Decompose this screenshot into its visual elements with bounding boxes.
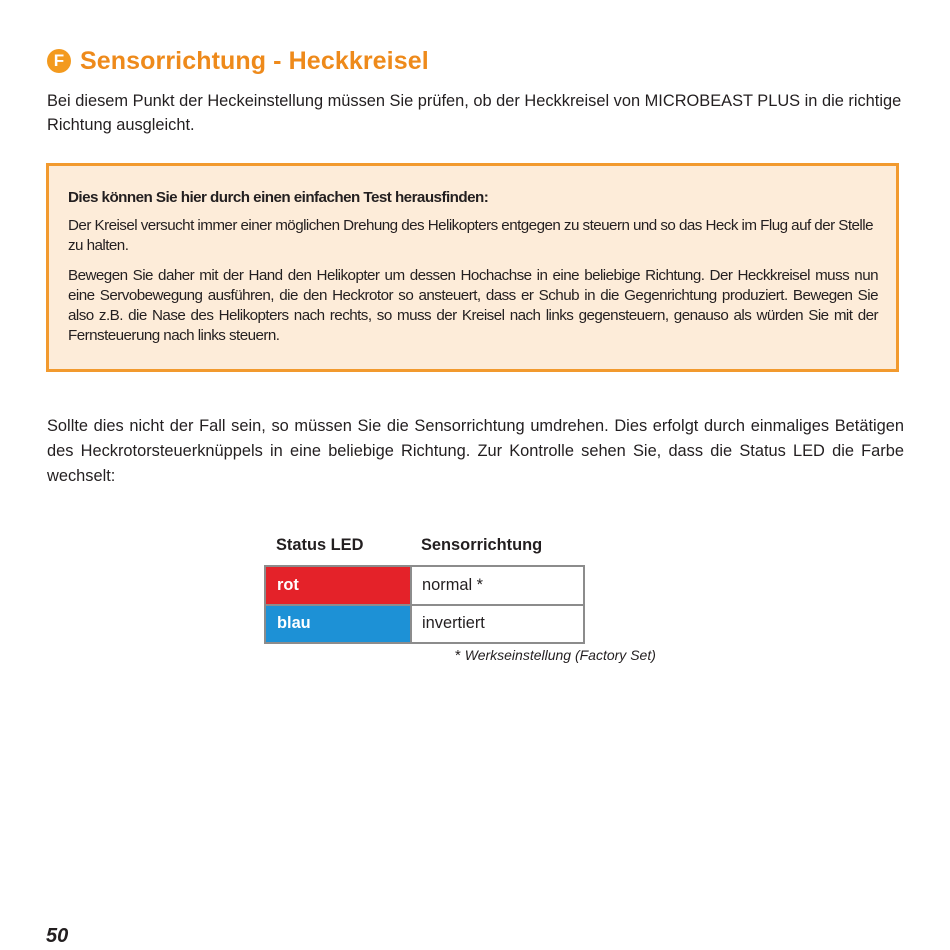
section-heading [47,44,429,78]
table-cell-led-red: rot [266,567,410,604]
info-box-paragraph-2: Bewegen Sie daher mit der Hand den Helikopter um dessen Hochachse in eine beliebige Richtung. Der Heckkreisel muss nun eine Servobewegung ausführen, die den Heckrotor so ansteuert, dass er Schub in die Gegenrichtung produziert. Bewegen Sie also z.B. die Nase des Helikopters nach rechts, so muss der Kreisel nach links gegensteuern, genauso als würden Sie mit der Fernsteuerung nach links steuern. [68,267,878,344]
footnote-text: Werkseinstellung (Factory Set) [464,647,656,663]
table-header-status-led: Status LED [276,536,364,554]
table-cell-led-blue: blau [266,606,410,643]
footnote-mark: * [455,647,461,664]
section-letter-badge: F [47,49,71,73]
info-box-paragraph-1: Der Kreisel versucht immer einer möglichen Drehung des Helikopters entgegen zu steuern und so das Heck im Flug auf der Stelle zu halten. [68,217,873,254]
intro-paragraph: Bei diesem Punkt der Heckeinstellung müssen Sie prüfen, ob der Heckkreisel von MICROBEAST PLUS in die richtige Richtung ausgleicht. [47,92,902,134]
info-box-heading: Dies können Sie hier durch einen einfachen Test herausfinden: [68,189,489,206]
page-number: 50 [46,925,69,947]
table-cell-direction-normal: normal * [412,567,583,604]
table-cell-direction-inverted: invertiert [412,606,583,643]
table-header-sensor-direction: Sensorrichtung [421,536,543,554]
info-box [46,163,899,372]
body-paragraph: Sollte dies nicht der Fall sein, so müssen Sie die Sensorrichtung umdrehen. Dies erfolgt durch einmaliges Betätigen des Heckrotorsteuerknüppels in eine beliebige Richtung. Zur Kontrolle sehen Sie, dass die Status LED die Farbe wechselt: [47,417,904,485]
table-footnote [455,647,656,664]
section-title: Sensorrichtung - Heckkreisel [80,46,429,75]
led-status-table [264,565,585,644]
